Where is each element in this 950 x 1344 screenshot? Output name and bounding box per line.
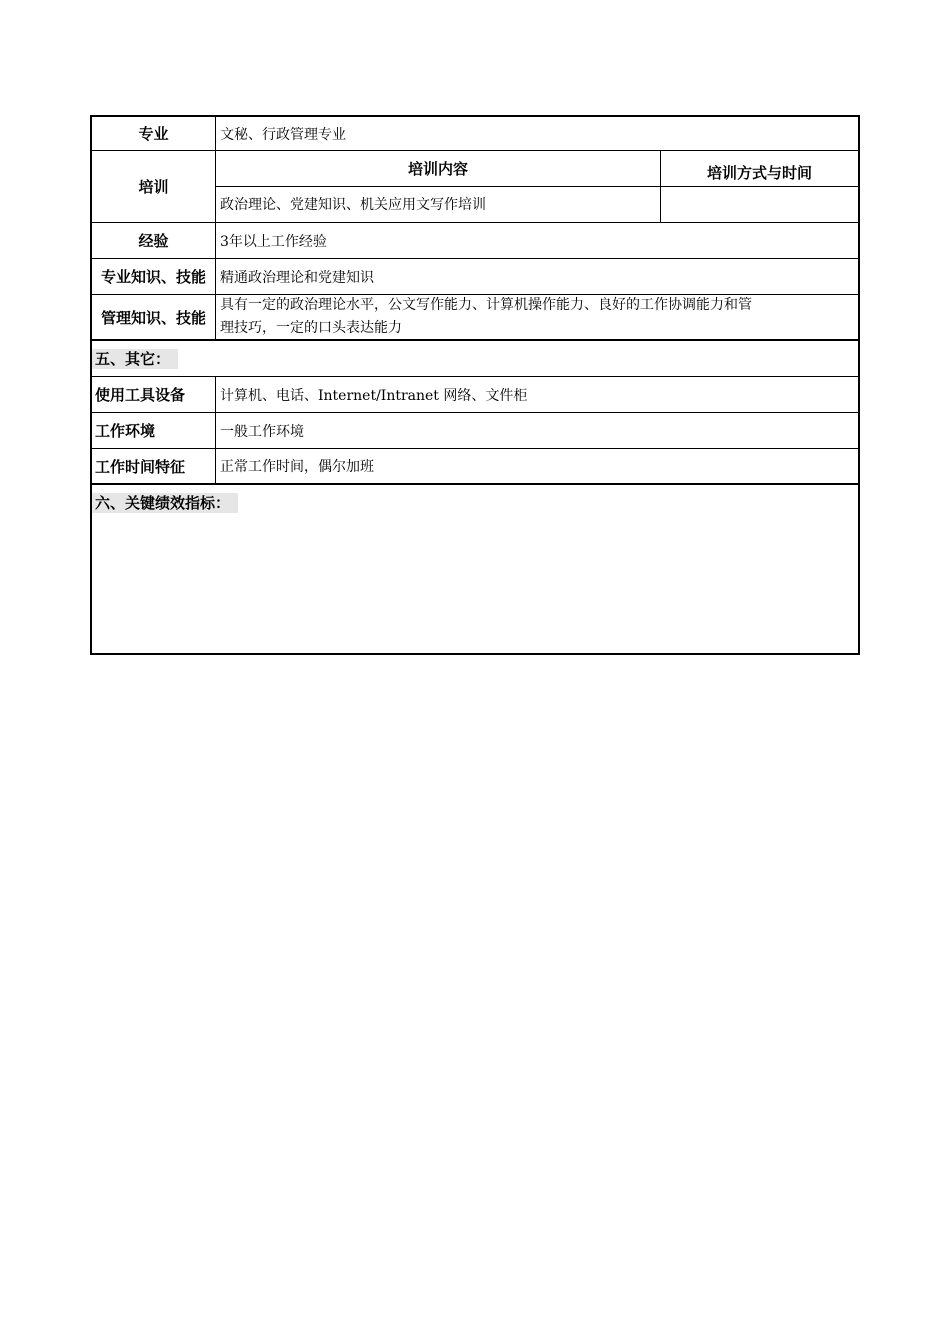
row-work-time <box>90 449 860 485</box>
row-environment <box>90 413 860 449</box>
value-tools: 计算机、电话、Internet/Intranet 网络、文件柜 <box>220 387 528 404</box>
job-description-table <box>90 115 860 655</box>
label-experience: 经验 <box>92 223 216 258</box>
row-tools <box>90 377 860 413</box>
label-environment: 工作环境 <box>92 413 216 448</box>
row-major <box>90 115 860 151</box>
row-professional-skills <box>90 259 860 295</box>
training-method-header: 培训方式与时间 <box>706 163 812 182</box>
value-professional-skills: 精通政治理论和党建知识 <box>220 269 374 286</box>
training-grid <box>216 151 858 222</box>
section-other-header <box>90 341 860 377</box>
section-kpi-box <box>90 485 860 655</box>
row-training <box>90 151 860 223</box>
training-content-header: 培训内容 <box>216 151 661 186</box>
value-management-skills <box>216 295 858 339</box>
training-header-row <box>216 151 858 187</box>
label-tools: 使用工具设备 <box>92 377 216 412</box>
value-work-time: 正常工作时间，偶尔加班 <box>220 459 374 475</box>
section-other-title: 五、其它： <box>92 349 178 369</box>
label-work-time: 工作时间特征 <box>92 449 216 483</box>
row-management-skills <box>90 295 860 341</box>
training-value-row <box>216 187 858 223</box>
value-environment: 一般工作环境 <box>220 423 304 440</box>
label-training: 培训 <box>92 151 216 222</box>
row-experience <box>90 223 860 259</box>
value-experience: 3年以上工作经验 <box>220 233 327 250</box>
management-skills-line-2: 理技巧，一定的口头表达能力 <box>220 320 402 336</box>
label-professional-skills: 专业知识、技能 <box>92 259 216 294</box>
section-kpi-title: 六、关键绩效指标： <box>92 493 238 513</box>
training-method-value <box>661 187 858 223</box>
training-content-value: 政治理论、党建知识、机关应用文写作培训 <box>216 187 661 223</box>
management-skills-line-1: 具有一定的政治理论水平，公文写作能力、计算机操作能力、良好的工作协调能力和管 <box>220 297 752 313</box>
value-major: 文秘、行政管理专业 <box>220 126 346 143</box>
label-management-skills: 管理知识、技能 <box>92 295 216 339</box>
label-major: 专业 <box>92 117 216 150</box>
